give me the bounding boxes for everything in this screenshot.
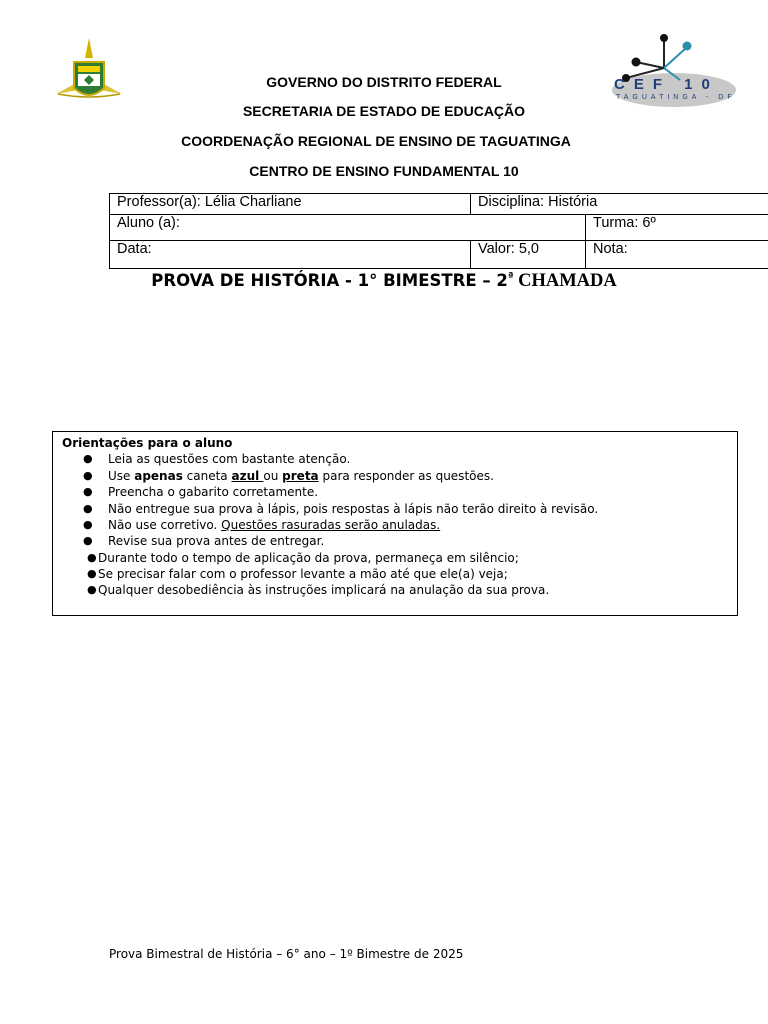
discipline-cell: Disciplina: História bbox=[471, 194, 768, 215]
guideline-item: Qualquer desobediência às instruções implicará na anulação da sua prova. bbox=[98, 583, 550, 597]
bullet-icon: ● bbox=[83, 485, 93, 498]
guideline-item bbox=[108, 518, 440, 532]
header-coordination: COORDENAÇÃO REGIONAL DE ENSINO DE TAGUATINGA bbox=[181, 133, 571, 149]
guideline-item: Se precisar falar com o professor levante a mão até que ele(a) veja; bbox=[98, 567, 508, 581]
header-secretariat: SECRETARIA DE ESTADO DE EDUCAÇÃO bbox=[242, 103, 526, 119]
professor-cell: Professor(a): Lélia Charliane bbox=[110, 194, 471, 215]
value-cell: Valor: 5,0 bbox=[471, 241, 586, 269]
student-guidelines-box bbox=[52, 431, 738, 616]
guideline-text: Não use corretivo. bbox=[108, 518, 222, 532]
bullet-icon: ● bbox=[83, 534, 93, 547]
guideline-item: Não entregue sua prova à lápis, pois respostas à lápis não terão direito à revisão. bbox=[108, 502, 599, 516]
bullet-icon: ● bbox=[87, 583, 97, 596]
header-government: GOVERNO DO DISTRITO FEDERAL bbox=[266, 74, 502, 90]
class-cell: Turma: 6º bbox=[586, 215, 768, 241]
guideline-emphasis: azul bbox=[231, 469, 264, 483]
exam-title-tail: CHAMADA bbox=[513, 271, 617, 291]
exam-title bbox=[0, 271, 768, 292]
exam-title-main: PROVA DE HISTÓRIA - 1° BIMESTRE – 2 bbox=[151, 271, 508, 290]
guideline-text: para responder as questões. bbox=[318, 469, 494, 483]
guideline-item: Preencha o gabarito corretamente. bbox=[108, 485, 319, 499]
header-school: CENTRO DE ENSINO FUNDAMENTAL 10 bbox=[249, 163, 519, 179]
cef10-logo bbox=[606, 30, 738, 112]
bullet-icon: ● bbox=[83, 502, 93, 515]
student-info-table bbox=[109, 193, 768, 269]
guideline-text: ou bbox=[263, 469, 283, 483]
bullet-icon: ● bbox=[83, 452, 93, 465]
date-field[interactable]: Data: bbox=[110, 241, 471, 269]
cef10-logo-subtext: TAGUATINGA - DF bbox=[616, 94, 736, 101]
guideline-item: Durante todo o tempo de aplicação da prova, permaneça em silêncio; bbox=[98, 551, 519, 565]
guideline-item bbox=[108, 469, 494, 483]
bullet-icon: ● bbox=[87, 551, 97, 564]
cef10-logo-text: CEF 10 bbox=[614, 76, 719, 93]
guideline-item: Revise sua prova antes de entregar. bbox=[108, 534, 325, 548]
bullet-icon: ● bbox=[87, 567, 97, 580]
bullet-icon: ● bbox=[83, 469, 93, 482]
guideline-item: Leia as questões com bastante atenção. bbox=[108, 452, 351, 466]
guideline-emphasis: Questões rasuradas serão anuladas. bbox=[221, 518, 441, 532]
guideline-emphasis: preta bbox=[282, 469, 319, 483]
guideline-emphasis: apenas bbox=[134, 469, 183, 483]
guideline-text: caneta bbox=[182, 469, 232, 483]
exam-title-sup: ª bbox=[507, 271, 514, 283]
bullet-icon: ● bbox=[83, 518, 93, 531]
grade-field[interactable]: Nota: bbox=[586, 241, 768, 269]
guidelines-heading: Orientações para o aluno bbox=[62, 436, 233, 450]
page-footer: Prova Bimestral de História – 6° ano – 1º Bimestre de 2025 bbox=[109, 947, 464, 961]
df-coat-of-arms-logo bbox=[52, 36, 126, 104]
guideline-text: Use bbox=[108, 469, 135, 483]
student-name-field[interactable]: Aluno (a): bbox=[110, 215, 586, 241]
